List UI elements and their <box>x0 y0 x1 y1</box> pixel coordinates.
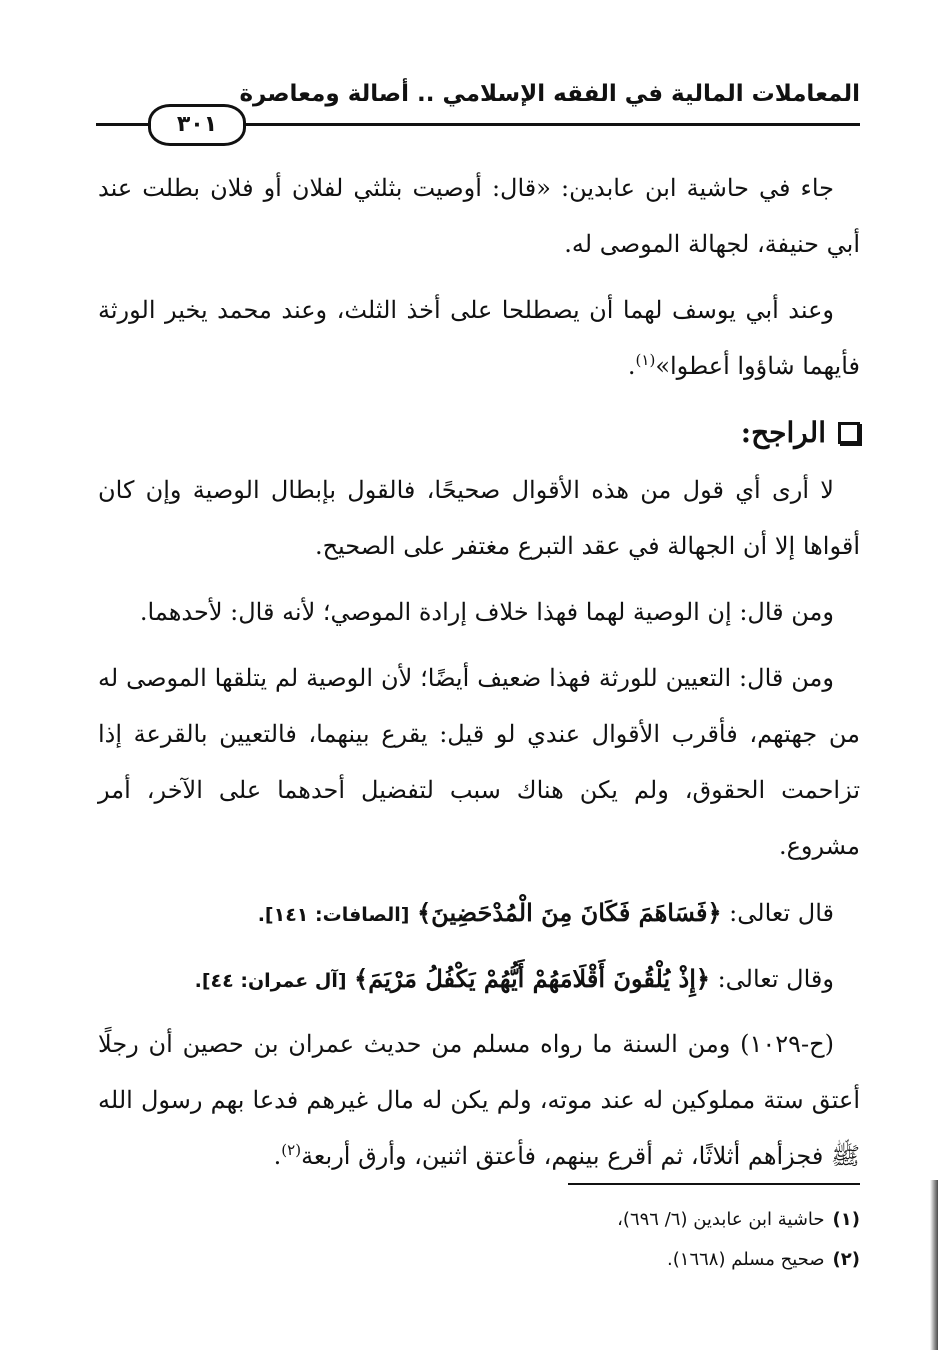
section-heading <box>98 404 860 462</box>
quran-quote-1 <box>98 884 860 944</box>
paragraph-quote-ibn-abidin: جاء في حاشية ابن عابدين: «قال: أوصيت بثلثي لفلان أو فلان بطلت عند أبي حنيفة، لجهالة الموصى له. <box>98 174 860 258</box>
paragraph-end-mark: . <box>627 352 636 380</box>
footnote-text: حاشية ابن عابدين (٦/ ٦٩٦)، <box>617 1209 825 1230</box>
quran-verse-1: ﴿فَسَاهَمَ فَكَانَ مِنَ الْمُدْحَضِينَ﴾ <box>417 898 722 927</box>
footnote-1 <box>260 1200 860 1240</box>
paragraph-abu-yusuf <box>98 282 860 394</box>
paragraph-preferred-view: لا أرى أي قول من هذه الأقوال صحيحًا، فالقول بإبطال الوصية وإن كان أقواها إلا أن الجهالة في عقد التبرع مغتفر على الصحيح. <box>98 476 860 560</box>
footnote-number: (١) <box>832 1209 860 1230</box>
footnote-number: (٢) <box>832 1249 860 1270</box>
footnote-text: صحيح مسلم (١٦٦٨). <box>667 1249 825 1270</box>
footnote-ref-1[interactable]: (١) <box>635 351 656 369</box>
quran-intro-2: وقال تعالى: <box>717 965 834 993</box>
footnotes <box>260 1200 860 1280</box>
scan-edge-shadow <box>930 1180 938 1350</box>
footnote-rule <box>568 1183 860 1185</box>
footnote-ref-2[interactable]: (٢) <box>281 1141 302 1159</box>
page-number: ٣٠١ <box>148 104 246 146</box>
paragraph-end-mark-2: . <box>273 1142 282 1170</box>
running-header: المعاملات المالية في الفقه الإسلامي .. أصالة ومعاصرة <box>239 81 860 107</box>
paragraph-hadith-text: (ح-١٠٢٩) ومن السنة ما رواه مسلم من حديث عمران بن حصين أن رجلًا أعتق ستة مملوكين له عند موته، ولم يكن له مال غيرهم فدعا بهم رسول الله ﷺ فجزأهم أثلاثًا، ثم أقرع بينهم، فأعتق اثنين، وأرق أربعة <box>98 1030 860 1170</box>
paragraph-both-view: ومن قال: إن الوصية لهما فهذا خلاف إرادة الموصي؛ لأنه قال: لأحدهما. <box>139 598 834 626</box>
square-bullet-icon <box>838 422 860 444</box>
quran-ref-1: [الصافات: ١٤١]. <box>257 904 410 926</box>
quran-intro-1: قال تعالى: <box>729 899 834 927</box>
paragraph-heirs-view: ومن قال: التعيين للورثة فهذا ضعيف أيضًا؛ لأن الوصية لم يتلقها الموصى له من جهتهم، فأقرب الأقوال عندي لو قيل: يقرع بينهما، فالتعيين بالقرعة إذا تزاحمت الحقوق، ولم يكن هناك سبب لتفضيل أحدهما على الآخر، أمر مشروع. <box>98 664 860 860</box>
quran-quote-2 <box>98 950 860 1010</box>
section-heading-text: الراجح: <box>740 416 826 449</box>
quran-verse-2: ﴿إِذْ يُلْقُونَ أَقْلَامَهُمْ أَيُّهُمْ يَكْفُلُ مَرْيَمَ﴾ <box>354 964 710 993</box>
footnote-2 <box>260 1240 860 1280</box>
quran-ref-2: [آل عمران: ٤٤]. <box>194 970 347 992</box>
page-body <box>98 160 860 1194</box>
paragraph-hadith <box>98 1016 860 1184</box>
paragraph-abu-yusuf-text: وعند أبي يوسف لهما أن يصطلحا على أخذ الثلث، وعند محمد يخير الورثة فأيهما شاؤوا أعطوا» <box>98 296 860 380</box>
